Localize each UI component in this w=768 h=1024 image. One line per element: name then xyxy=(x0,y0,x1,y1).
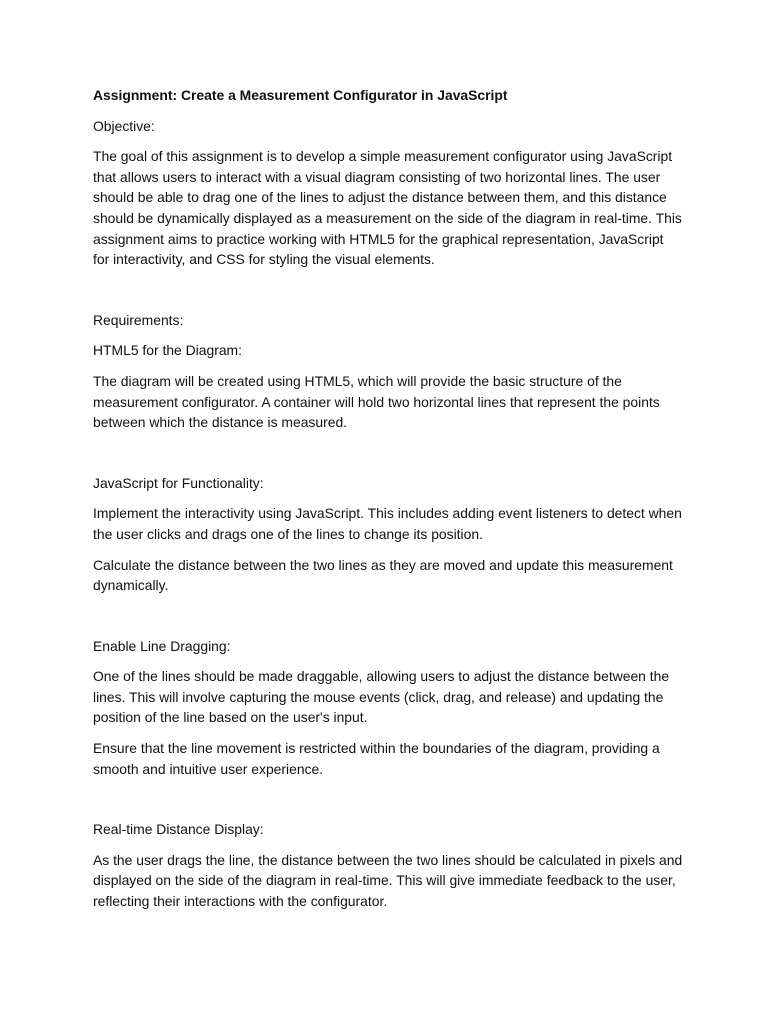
html5-paragraph: The diagram will be created using HTML5, which will provide the basic structure of the measurement configurator. A container will hold two horizontal lines that represent the points between which the distance is measured. xyxy=(93,372,660,431)
display-paragraph: As the user drags the line, the distance between the two lines should be calculated in pixels and displayed on the side of the diagram in real-time. This will give immediate feedback to the user, reflecting their interactions with the configurator. xyxy=(93,851,683,910)
javascript-paragraph-1: Implement the interactivity using JavaScript. This includes adding event listeners to detect when the user clicks and drags one of the lines to change its position. xyxy=(93,505,682,542)
requirements-heading: Requirements: xyxy=(93,311,184,328)
dragging-heading: Enable Line Dragging: xyxy=(93,637,231,654)
javascript-paragraph-2: Calculate the distance between the two lines as they are moved and update this measurement dynamically. xyxy=(93,556,673,594)
objective-heading: Objective: xyxy=(93,117,155,134)
dragging-paragraph-2: Ensure that the line movement is restricted within the boundaries of the diagram, providing a smooth and intuitive user experience. xyxy=(93,740,660,777)
document-page xyxy=(93,85,683,922)
document-title: Assignment: Create a Measurement Configurator in JavaScript xyxy=(93,87,508,103)
javascript-heading: JavaScript for Functionality: xyxy=(93,474,264,491)
display-heading: Real-time Distance Display: xyxy=(93,821,264,838)
objective-paragraph: The goal of this assignment is to develop a simple measurement configurator using JavaScript that allows users to interact with a visual diagram consisting of two horizontal lines. The user should be able to drag one of the lines to adjust the distance between them, and this distance should be dynamically displayed as a measurement on the side of the diagram in real-time. This assignment aims to practice working with HTML5 for the graphical representation, JavaScript for interactivity, and CSS for styling the visual elements. xyxy=(93,148,682,268)
html5-heading: HTML5 for the Diagram: xyxy=(93,342,242,359)
dragging-paragraph-1: One of the lines should be made draggable, allowing users to adjust the distance between the lines. This will involve capturing the mouse events (click, drag, and release) and updating the position of the line based on the user's input. xyxy=(93,668,670,726)
